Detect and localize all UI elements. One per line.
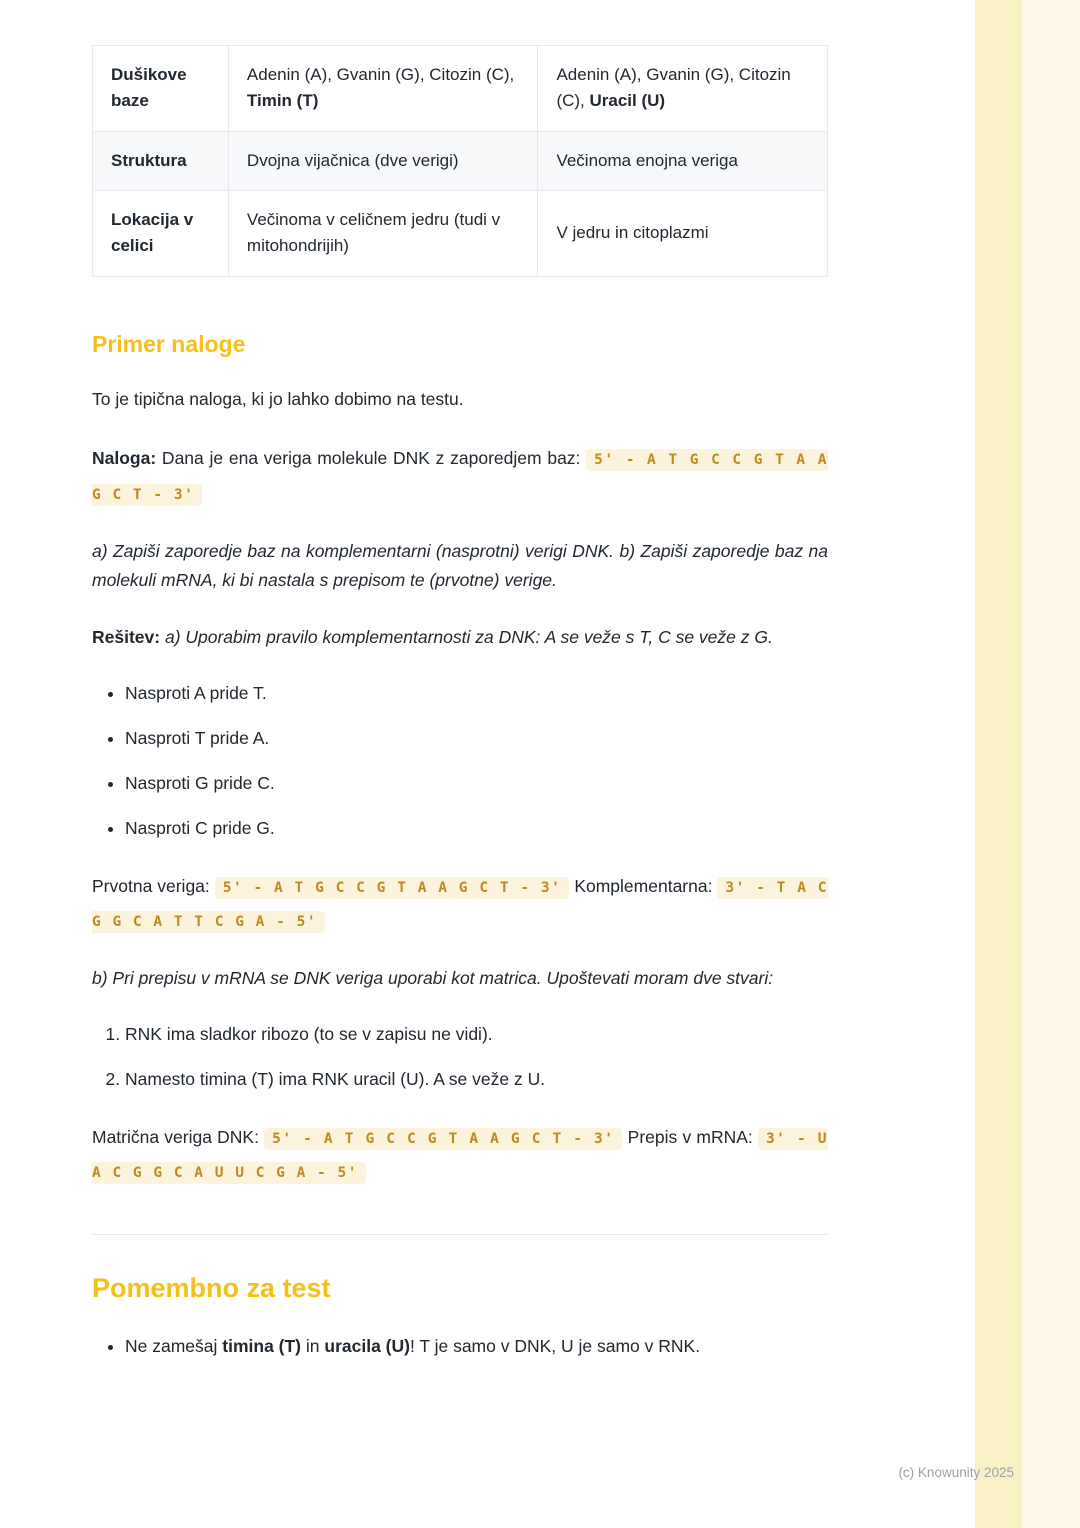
tasks-paragraph: a) Zapiši zaporedje baz na komplementarni (nasprotni) verigi DNK. b) Zapiši zaporedje baz na molekuli mRNA, ki bi nastala s prepisom te (prvotne) verige. xyxy=(92,540,828,591)
prepis-label: Prepis v mRNA: xyxy=(622,1126,758,1147)
table-row-lokacija xyxy=(93,191,828,277)
list-item: 1. RNK ima sladkor ribozo (to se v zapisu ne vidi). xyxy=(125,1020,828,1048)
important-mid: in xyxy=(301,1336,325,1357)
template-strand-code: 5' - A T G C C G T A A G C T - 3' xyxy=(264,1128,622,1150)
dna-rna-comparison-table xyxy=(92,45,828,277)
rna-cell-baze xyxy=(538,46,828,132)
list-item: 2. Namesto timina (T) ima RNK uracil (U). A se veže z U. xyxy=(125,1065,828,1093)
document-content xyxy=(92,45,828,1360)
prvotna-paragraph xyxy=(92,869,828,937)
section-heading-pomembno: Pomembno za test xyxy=(92,1273,331,1304)
dna-sequence-code: 5' - A T G C C G T A A G C T - 3' xyxy=(92,449,828,505)
dna-baze-text: Adenin (A), Gvanin (G), Citozin (C), xyxy=(246,65,515,84)
prepis-intro-paragraph: b) Pri prepisu v mRNA se DNK veriga uporabi kot matrica. Upoštevati moram dve stvari: xyxy=(92,968,774,989)
resitev-paragraph xyxy=(92,623,828,653)
matricna-paragraph xyxy=(92,1120,828,1188)
mrna-rules-list xyxy=(92,1020,828,1093)
resitev-label: Rešitev: xyxy=(92,627,161,648)
dna-cell-baze xyxy=(228,46,538,132)
list-item: • Nasproti T pride A. xyxy=(125,724,828,752)
original-strand-code: 5' - A T G C C G T A A G C T - 3' xyxy=(215,877,570,899)
table-row-struktura xyxy=(93,131,828,190)
rna-baze-text: Adenin (A), Gvanin (G), Citozin (C), xyxy=(556,65,791,111)
important-list xyxy=(92,1332,828,1360)
intro-paragraph: To je tipična naloga, ki jo lahko dobimo na testu. xyxy=(92,388,464,409)
dna-cell-lokacija: Večinoma v celičnem jedru (tudi v mitohondrijih) xyxy=(228,191,538,277)
list-item: • Nasproti A pride T. xyxy=(125,679,828,707)
naloga-label: Naloga: xyxy=(92,448,157,469)
naloga-text: Dana je ena veriga molekule DNK z zaporedjem baz: xyxy=(156,448,587,469)
resitev-text: a) Uporabim pravilo komplementarnosti za DNK: A se veže s T, C se veže z G. xyxy=(160,627,773,648)
komplementarna-label: Komplementarna: xyxy=(569,875,718,896)
list-item: • Nasproti G pride C. xyxy=(125,769,828,797)
section-divider xyxy=(92,1234,828,1235)
row-header-baze: Dušikove baze xyxy=(93,46,229,132)
important-post: ! T je samo v DNK, U je samo v RNK. xyxy=(409,1336,701,1357)
right-margin-band xyxy=(1022,0,1080,1528)
complement-rules-list xyxy=(92,679,828,842)
dna-baze-bold: Timin (T) xyxy=(246,91,319,111)
table-row-baze xyxy=(93,46,828,132)
section-heading-primer-naloge: Primer naloge xyxy=(92,330,246,357)
row-header-struktura: Struktura xyxy=(93,131,229,190)
naloga-paragraph xyxy=(92,441,828,509)
list-item xyxy=(125,1332,828,1360)
list-item: • Nasproti C pride G. xyxy=(125,814,828,842)
right-accent-stripe xyxy=(975,0,1022,1528)
rna-baze-bold: Uracil (U) xyxy=(589,91,666,111)
matricna-label: Matrična veriga DNK: xyxy=(92,1126,265,1147)
important-bold-timin: timina (T) xyxy=(222,1336,302,1357)
dna-cell-struktura: Dvojna vijačnica (dve verigi) xyxy=(228,131,538,190)
mrna-strand-code: 3' - U A C G G C A U U C G A - 5' xyxy=(92,1128,828,1184)
rna-cell-struktura: Večinoma enojna veriga xyxy=(538,131,828,190)
important-bold-uracil: uracila (U) xyxy=(324,1336,410,1357)
complementary-strand-code: 3' - T A C G G C A T T C G A - 5' xyxy=(92,877,828,933)
copyright-watermark: (c) Knowunity 2025 xyxy=(898,1465,1014,1480)
important-pre: Ne zamešaj xyxy=(125,1336,223,1357)
rna-cell-lokacija: V jedru in citoplazmi xyxy=(538,191,828,277)
prvotna-label: Prvotna veriga: xyxy=(92,875,215,896)
row-header-lokacija: Lokacija v celici xyxy=(93,191,229,277)
